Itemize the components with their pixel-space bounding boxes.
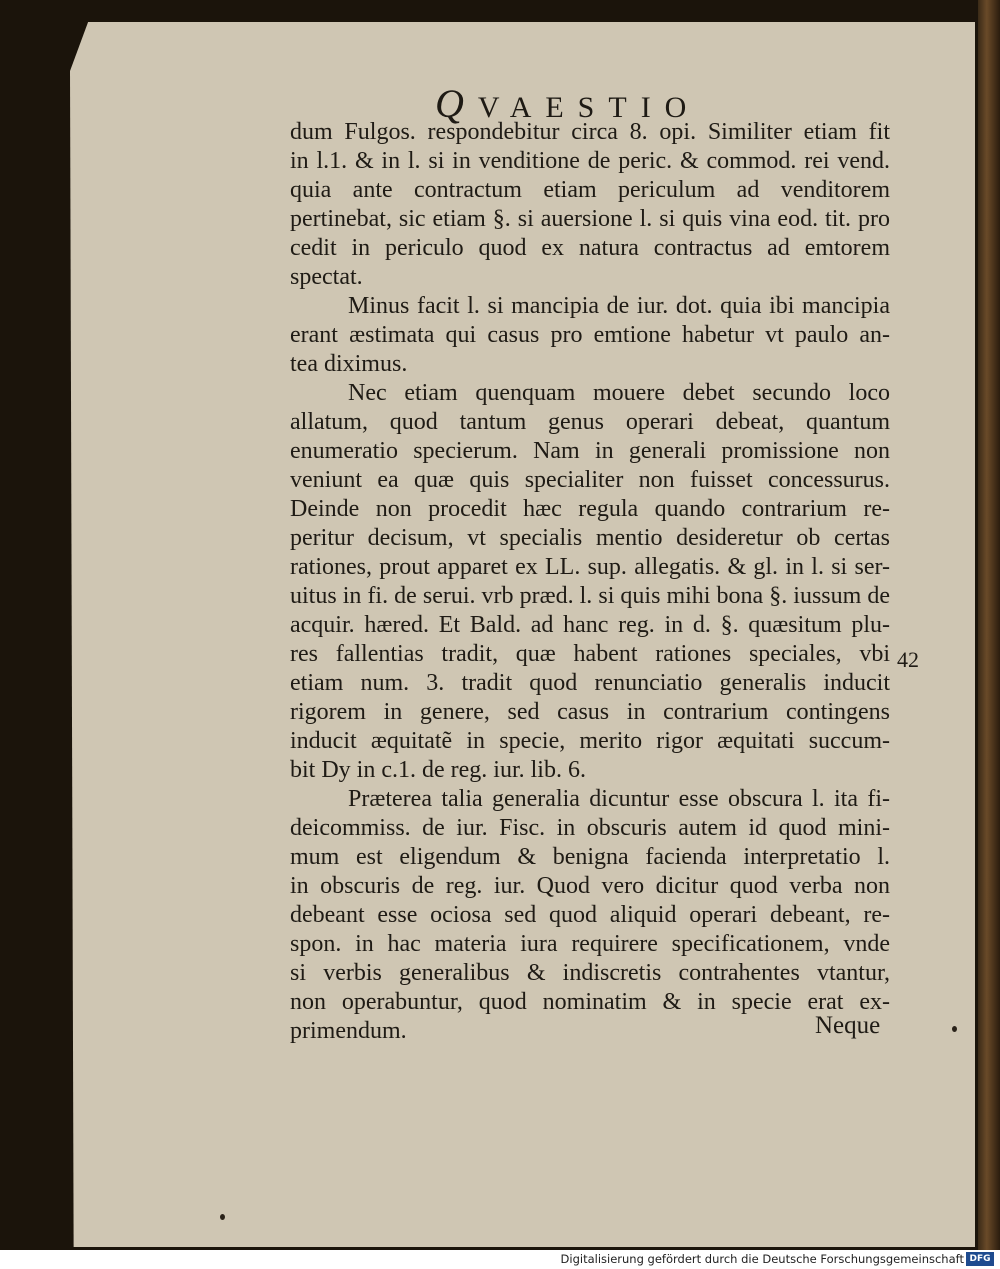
footer-credit: Digitalisierung gefördert durch die Deutsche Forschungsgemeinschaft bbox=[560, 1252, 964, 1266]
text-line: etiam num. 3. tradit quod renunciatio generalis inducit bbox=[290, 670, 890, 696]
margin-number: 42 bbox=[897, 647, 919, 672]
text-line: Minus facit l. si mancipia de iur. dot. quia ibi mancipia bbox=[348, 293, 890, 319]
text-line: tea diximus. bbox=[290, 351, 408, 377]
header-initial: Q bbox=[435, 81, 478, 126]
text-line: cedit in periculo quod ex natura contractus ad emtorem bbox=[290, 235, 890, 261]
text-line: Deinde non procedit hæc regula quando contrarium re- bbox=[290, 496, 890, 522]
text-line: peritur decisum, vt specialis mentio desideretur ob certas bbox=[290, 525, 890, 551]
text-line: rigorem in genere, sed casus in contrarium contingens bbox=[290, 699, 890, 725]
text-line: debeant esse ociosa sed quod aliquid operari debeant, re- bbox=[290, 902, 890, 928]
text-line: spectat. bbox=[290, 264, 363, 290]
text-line: acquir. hæred. Et Bald. ad hanc reg. in d. §. quæsitum plu- bbox=[290, 612, 890, 638]
text-line: uitus in fi. de serui. vrb præd. l. si quis mihi bona §. iussum de bbox=[290, 583, 890, 609]
text-line: res fallentias tradit, quæ habent rationes speciales, vbi bbox=[290, 641, 890, 667]
ink-speck bbox=[220, 1214, 225, 1220]
header-rest: VAESTIO bbox=[477, 91, 701, 124]
text-line: erant æstimata qui casus pro emtione habetur vt paulo an- bbox=[290, 322, 890, 348]
text-line: primendum. bbox=[290, 1018, 407, 1044]
text-line: bit Dy in c.1. de reg. iur. lib. 6. bbox=[290, 757, 586, 783]
text-line: spon. in hac materia iura requirere specificationem, vnde bbox=[290, 931, 890, 957]
book-edge bbox=[978, 0, 1000, 1250]
text-line: mum est eligendum & benigna facienda interpretatio l. bbox=[290, 844, 890, 870]
text-line: pertinebat, sic etiam §. si auersione l. si quis vina eod. tit. pro bbox=[290, 206, 890, 232]
text-line: rationes, prout apparet ex LL. sup. allegatis. & gl. in l. si ser- bbox=[290, 554, 890, 580]
dfg-logo-icon: DFG bbox=[966, 1252, 994, 1266]
ink-speck bbox=[952, 1026, 957, 1032]
text-line: si verbis generalibus & indiscretis contrahentes vtantur, bbox=[290, 960, 890, 986]
text-line: Præterea talia generalia dicuntur esse obscura l. ita fi- bbox=[348, 786, 890, 812]
text-line: Nec etiam quenquam mouere debet secundo loco bbox=[348, 380, 890, 406]
text-line: veniunt ea quæ quis specialiter non fuisset concessurus. bbox=[290, 467, 890, 493]
text-line: dum Fulgos. respondebitur circa 8. opi. Similiter etiam fit bbox=[290, 119, 890, 145]
text-line: in obscuris de reg. iur. Quod vero dicitur quod verba non bbox=[290, 873, 890, 899]
body-text bbox=[290, 118, 890, 1046]
text-line: allatum, quod tantum genus operari debeat, quantum bbox=[290, 409, 890, 435]
text-line: inducit æquitatẽ in specie, merito rigor æquitati succum- bbox=[290, 728, 890, 754]
catchword: Neque bbox=[815, 1012, 881, 1039]
text-line: in l.1. & in l. si in venditione de peric. & commod. rei vend. bbox=[290, 148, 890, 174]
text-line: non operabuntur, quod nominatim & in specie erat ex- bbox=[290, 989, 890, 1015]
text-line: deicommiss. de iur. Fisc. in obscuris autem id quod mini- bbox=[290, 815, 890, 841]
text-line: quia ante contractum etiam periculum ad venditorem bbox=[290, 177, 890, 203]
text-line: enumeratio specierum. Nam in generali promissione non bbox=[290, 438, 890, 464]
